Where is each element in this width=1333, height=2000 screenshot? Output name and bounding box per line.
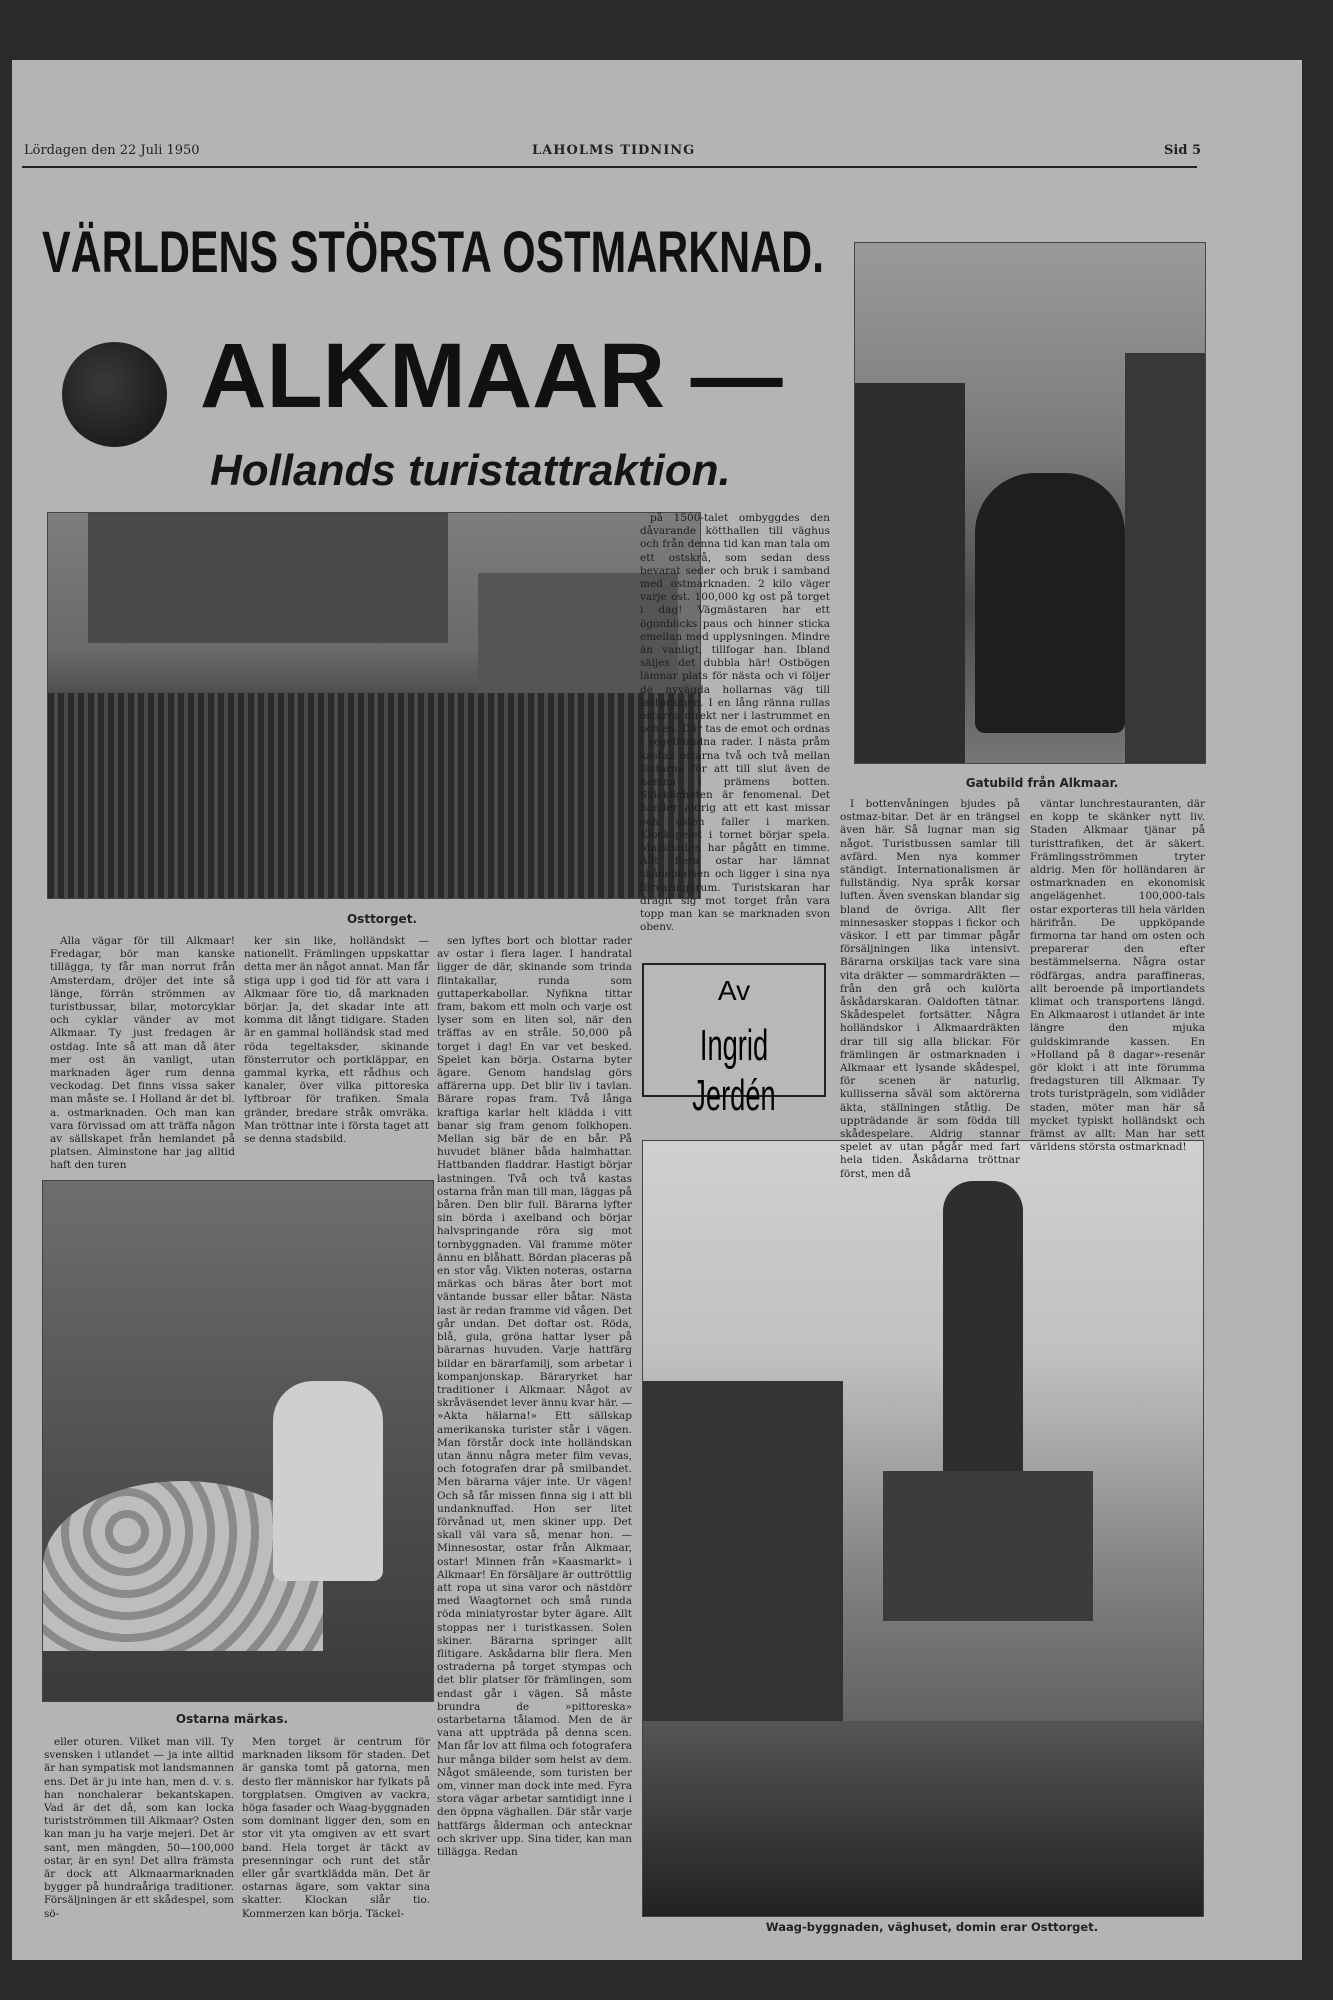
two-women-figures [975, 473, 1125, 733]
photo-gatubild [854, 242, 1206, 764]
main-title: ALKMAAR — [200, 325, 783, 427]
column-text: på 1500-talet ombyggdes den dåvarande kötthallen till väghus och från denna tid kan man tala om ett ostskrå, som sedan dess bevarat seder och bruk i samband med ostmarknaden. 2 kilo väger varje ost. 100,000 kg ost på torget i dag! Vägmästaren har ett ögonblicks paus och hinner sticka emellan med upplysningen. Mindre än vanligt, tillfogar han. Ibland säljes det dubbla här! Ostbögen lämnar plats för nästa och vi följer de nyvägda hollarnas väg till lastprämen. I en lång ränna rullas ostarna direkt ner i lastrummet en och en. Där tas de emot och ordnas i regelbundna rader. I nästa pråm kastas ostarna två och två mellan fästarna för att till slut även de hamna i prämens botten. Skickligheten är fenomenal. Det händer aldrig att ett kast missar och osten faller i marken. Klockspelet i tornet börjar spela. Marknaden har pågått en timme. Allt flera ostar har lämnat skådeplatsen och ligger i sina nya förvaringarum. Turistskaran har dragit sig mot torget från vara topp man kan se marknaden svon obenv. [640, 512, 831, 934]
article-column-7 [44, 1736, 234, 1931]
article-column-8 [242, 1736, 430, 1931]
caption-gatubild: Gatubild från Alkmaar. [965, 776, 1119, 790]
column-text: ker sin like, holländskt — nationellt. Främlingen uppskattar detta mer än något annat. Man får stiga upp i god tid för att vara i Alkmaar före tio, då marknaden börjar. Ja, det skadar inte att komma dit långt tidigare. Staden är en gammal holländsk stad med röda tegeltaksder, skinande fönsterrutor och portkläppar, en gammal kyrka, ett rådhus och kanaler, över vilka pittoreska lyftbroar för trafiken. Smala gränder, bredare stråk omvräka. Man tröttnar inte i första taget att se denna stadsbild. [244, 935, 429, 1146]
subtitle: Hollands turistattraktion. [210, 446, 731, 495]
photo-waag [642, 1140, 1204, 1917]
crowd-area [48, 693, 700, 898]
kicker-headline: VÄRLDENS STÖRSTA OSTMARKNAD. [42, 220, 825, 285]
article-column-4 [640, 512, 830, 942]
logo-circle [62, 342, 167, 447]
photo-osttorget [47, 512, 701, 899]
article-column-1 [50, 935, 235, 1172]
canal-water [643, 1721, 1203, 1916]
article-column-2 [244, 935, 429, 1165]
caption-ostarna: Ostarna märkas. [175, 1712, 289, 1726]
photo-ostarna [42, 1180, 434, 1702]
article-column-3 [437, 935, 632, 1915]
header-rule [22, 166, 1197, 168]
column-text: Alla vägar för till Alkmaar! Fredagar, bör man kanske tillägga, ty får man norrut från Amsterdam, dröjer det inte så länge, förrän strömmen av turistbussar, bilar, motorcyklar och cyklar vänder av mot Alkmaar. Ty just fredagen är ostdag. Inte så att man då äter mer ost än vanligt, utan marknaden äger rum denna veckodag. Det finns vissa saker man måste se. I Holland är det bl. a. ostmarknaden. Och man kan vara förvissad om att träffa någon av sällskapet från hemlandet på platsen. Alminstone har jag alltid haft den turen [50, 935, 235, 1172]
page-number: Sid 5 [1164, 143, 1201, 158]
paper-name: LAHOLMS TIDNING [532, 143, 696, 158]
right-houses [1125, 353, 1205, 763]
byline-author: Ingrid Jerdén [692, 1021, 776, 1120]
newspaper-page [12, 60, 1302, 1960]
issue-date: Lördagen den 22 Juli 1950 [24, 143, 200, 158]
column-text: Men torget är centrum för marknaden liksom för staden. Det är ganska tomt på gatorna, men desto fler människor har fylkats på torgplatsen. Omgiven av vackra, höga fasader och Waag-byggnaden som dominant ligger den, som en stor vit yta omgiven av ett svart band. Hela torget är täckt av presenningar och runt det står eller går svartklädda män. Det är ostarnas ägare, som vaktar sina skatter. Klockan slår tio. Kommerzen kan börja. Täckel- [242, 1736, 430, 1920]
waag-building [883, 1471, 1093, 1621]
porter-figure [273, 1381, 383, 1581]
byline-av: Av [717, 975, 751, 1006]
column-text: sen lyftes bort och blottar rader av ostar i flera lager. I handratal ligger de där, skinande som trinda flintakallar, runda som guttaperkabollar. Nyfikna tittar fram, bakom ett moln och varje ost lyser som en liten sol, när den träffas av en stråle. 50,000 på torget i dag! En var vet besked. Spelet kan börja. Ostarna byter ägare. Genom handslag görs affärerna upp. Det blir liv i tavlan. Bärare ropas fram. Två långa kraftiga karlar helt klädda i vitt banar sig fram genom folkhopen. Mellan sig bär de en bår. På huvudet bläner båda halmhattar. Hattbanden fladdrar. Hastigt börjar lastningen. Två och två kastas ostarna från man till man, läggas på båren. Den blir full. Bärarna lyfter sin börda i axelband och börjar halvspringande röra sig mot tornbyggnaden. Väl framme möter ännu en blåhatt. Bördan placeras på en stor våg. Vikten noteras, ostarna märkas och bäras åter bort mot väntande bussar eller båtar. Nästa last är redan framme vid vågen. Det går undan. Det doftar ost. Röda, blå, gula, gröna hattar lyser på bärarnas huvuden. Varje hattfärg bildar en bärarfamilj, som arbetar i kompanjonskap. Bäraryrket har traditioner i Alkmaar. Något av skråväsendet lever ännu kvar här. — »Akta hälarna!» Ett sällskap amerikanska turister står i vägen. Man förstår dock inte holländskan utan ännu några meter film vevas, och fotografen drar på smilbandet. Men bärarna väjer inte. Ur vägen! Och så får missen finna sig i att bli undanknuffad. Hon ser litet förvånad ut, men skiner upp. Det skall väl vara så, menar hon. — Minnesostar, ostar från Alkmaar, ostar! Minnen från »Kaasmarkt» i Alkmaar! En försäljare är outtröttlig att ropa ut sina varor och nästdörr med Waagtornet och små runda röda miniatyrostar byter ägare. Allt stoppas ner i turistkassen. Solen skiner. Bärarna springer allt flitigare. Askådarna blir flera. Men ostraderna på torget stympas och det blir platser för främlingen, som endast går i vägen. Så måste brundra de »pittoreska» ostarbetarna tålamod. Men de är vana att uppträda på denna scen. Man får lov att filma och fotografera hur många bilder som helst av dem. Något smäleende, som turisten ber om, vinner man dock inte med. Fyra stora vägar arbetar samtidigt inne i den öppna väghallen. Där står varje hattfärgs ålderman och antecknar och skriver upp. Sina tider, kan man tillägga. Redan [437, 935, 633, 1859]
column-text: I bottenvåningen bjudes på ostmaz-bitar. Det är en trängsel även här. Så lugnar man sig något. Turistbussen samlar till avfärd. Men nya kommer ständigt. Internationalismen är fullständig. Nya språk korsar luften. Även svenskan blandar sig bland de övriga. Allt fler minnesasker stoppas i fickor och väskor. I ett par timmar pågår försäljningen lika intensivt. Bärarna orskiljas tack vare sina vita dräkter — sommardräkten — från den grå och kulörta åskådarskaran. Oaldoften tätnar. Skådespelet fortsätter. Några holländskor i Alkmaardräkten drar till sig alla blickar. För främlingen är ostmarknaden i Alkmaar ett lysande skådespel, för scenen är naturlig, kullisserna såväl som aktörerna äkta, ställningen ståtlig. De uppträdande är som födda till skådespelare. Aldrig stannar spelet av utan pågår med fart hela tiden. Åskådarna tröttnar först, men då [840, 798, 1020, 1180]
column-text: eller oturen. Vilket man vill. Ty svensken i utlandet — ja inte alltid är han sympatisk mot landsmannen ens. Det är ju inte han, men d. v. s. han nonchalerar bekantskapen. Vad är det då, som kan locka turistströmmen till Alkmaar? Osten kan man ju ha varje mejeri. Det är sant, men mängden, 50—100,000 ostar, är en syn! Det allra främsta är dock att Alkmaarmarknaden bygger på hundraåriga traditioner. Försäljningen är ett skådespel, som sö- [44, 1736, 234, 1920]
caption-waag: Waag-byggnaden, väghuset, domin erar Osttorget. [765, 1920, 1099, 1934]
article-column-6 [1030, 798, 1206, 1154]
column-text: väntar lunchrestauranten, där en kopp te skänker nytt liv. Staden Alkmaar tjänar på turisttrafiken, det är säkert. Främlingsströmmen tryter aldrig. Men för holländaren är ostmarknaden en ekonomisk angelägenhet. 100,000-tals ostar exporteras till hela världen härifrån. De uppköpande firmorna tar hand om osten och preparerar den efter bestämmelserna. Några ostar rödfärgas, andra paraffineras, allt beroende på importlandets klimat och transportens längd. En Alkmaarost i utlandet är inte längre den mjuka guldskimrande kassen. En »Holland på 8 dagar»-resenär gör klokt i att inte förumma fredagsturen till Alkmaar. Ty trots turistprägeln, som vidlåder staden, möter man här så mycket typiskt holländskt och främst av allt: Man har sett världens största ostmarknad! [1030, 798, 1206, 1154]
left-houses [855, 383, 965, 763]
church-silhouette [88, 513, 448, 643]
byline-box [642, 963, 826, 1120]
article-column-5 [840, 798, 1020, 1180]
caption-osttorget: Osttorget. [346, 912, 417, 926]
